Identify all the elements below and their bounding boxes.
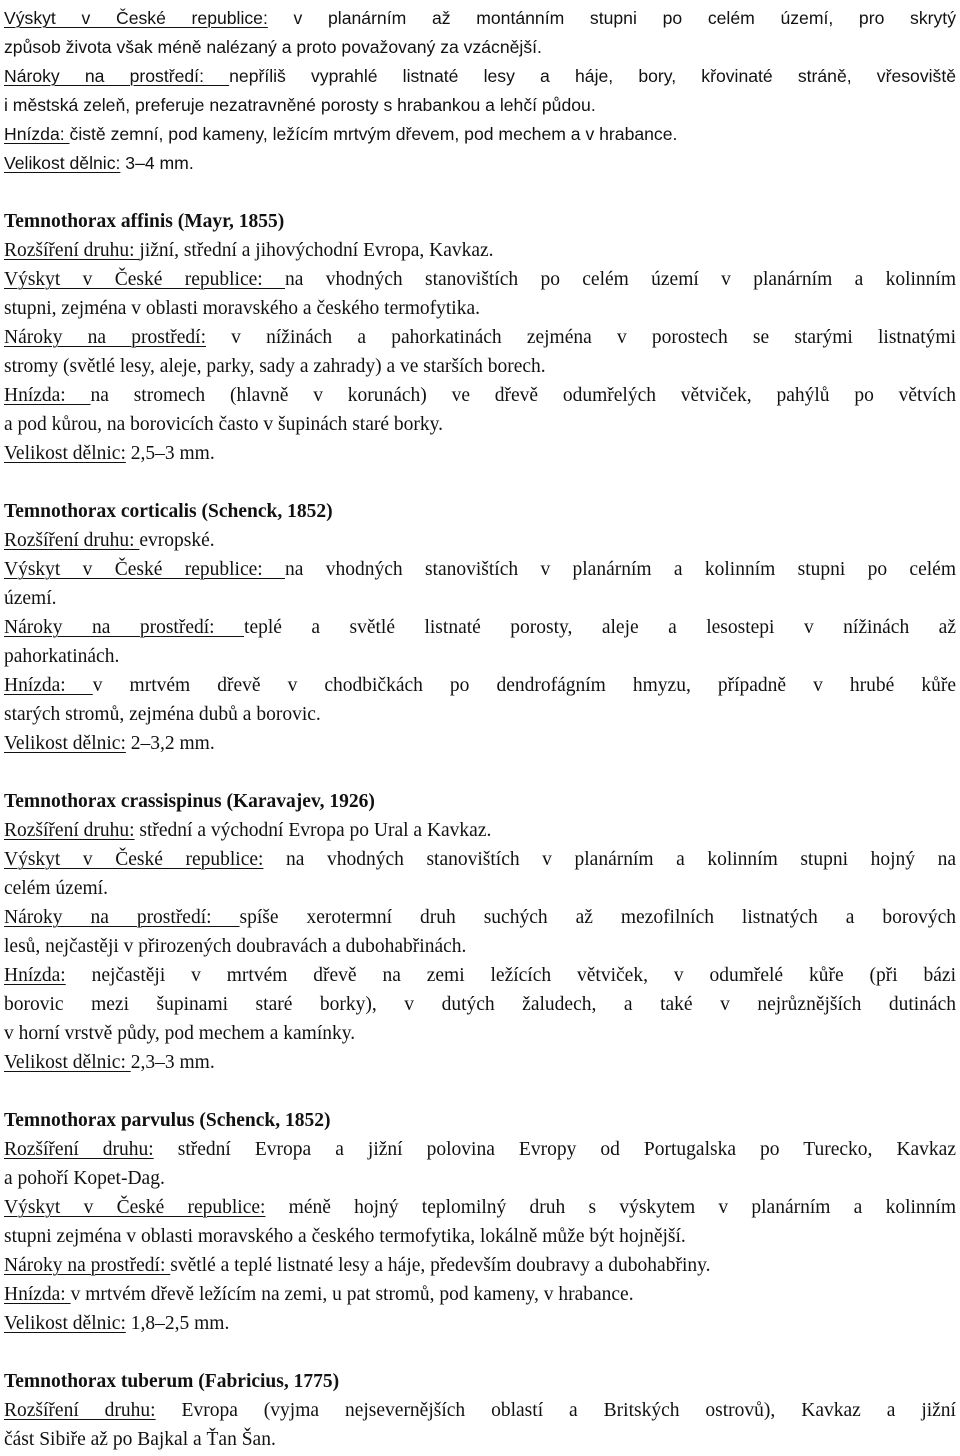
velikost-label: Velikost dělnic:	[4, 1313, 126, 1334]
species-hnizda-line-1: Hnízda: nejčastěji v mrtvém dřevě na zemi ležících větviček, v odumřelé kůře (při bázi	[4, 965, 956, 986]
intro-vyskyt-line-2: způsob života však méně nalézaný a proto považovaný za vzácnější.	[4, 37, 542, 57]
species-section-tuberum	[4, 1367, 956, 1454]
naroky-label: Nároky na prostředí:	[4, 907, 240, 928]
species-vyskyt-line-1: Výskyt v České republice: na vhodných stanovištích v planárním a kolinním stupni po celém	[4, 559, 956, 580]
species-hnizda-line-2: borovic mezi šupinami staré borky), v dutých žaludech, a také v nejrůznějších dutinách	[4, 994, 956, 1015]
vyskyt-label: Výskyt v České republice:	[4, 559, 285, 580]
naroky-label: Nároky na prostředí:	[4, 327, 206, 348]
species-vyskyt-line-1: Výskyt v České republice: na vhodných stanovištích v planárním a kolinním stupni hojný na	[4, 849, 956, 870]
species-hnizda-line-1: Hnízda: v mrtvém dřevě ležícím na zemi, u pat stromů, pod kameny, v hrabance.	[4, 1284, 634, 1305]
velikost-label: Velikost dělnic:	[4, 443, 126, 464]
hnizda-label: Hnízda:	[4, 965, 66, 986]
velikost-label: Velikost dělnic:	[4, 733, 126, 754]
species-hnizda-line-2: a pod kůrou, na borovicích často v šupinách staré borky.	[4, 414, 443, 435]
intro-naroky-line-2: i městská zeleň, preferuje nezatravněné porosty s hrabankou a lehčí půdou.	[4, 95, 596, 115]
species-title: Temnothorax tuberum (Fabricius, 1775)	[4, 1371, 340, 1392]
species-rozsireni-line-1: Rozšíření druhu: evropské.	[4, 530, 215, 551]
rozsireni-label: Rozšíření druhu:	[4, 820, 135, 841]
species-rozsireni-line-1: Rozšíření druhu: střední a východní Evropa po Ural a Kavkaz.	[4, 820, 492, 841]
species-section-crassispinus	[4, 787, 956, 1077]
intro-section	[4, 4, 956, 178]
species-rozsireni-line-2: a pohoří Kopet-Dag.	[4, 1168, 165, 1189]
species-vyskyt-line-2: stupni, zejména v oblasti moravského a českého termofytika.	[4, 298, 480, 319]
hnizda-label: Hnízda:	[4, 385, 91, 406]
species-title: Temnothorax affinis (Mayr, 1855)	[4, 211, 285, 232]
species-title: Temnothorax corticalis (Schenck, 1852)	[4, 501, 333, 522]
section-gap	[4, 178, 956, 207]
section-gap	[4, 468, 956, 497]
species-rozsireni-line-1: Rozšíření druhu: jižní, střední a jihovýchodní Evropa, Kavkaz.	[4, 240, 494, 261]
rozsireni-label: Rozšíření druhu:	[4, 1139, 154, 1160]
intro-velikost-line: Velikost dělnic: 3–4 mm.	[4, 153, 194, 173]
species-section-affinis	[4, 207, 956, 468]
species-hnizda-line-3: v horní vrstvě půdy, pod mechem a kamínky.	[4, 1023, 356, 1044]
species-rozsireni-line-2: část Sibiře až po Bajkal a Ťan Šan.	[4, 1429, 276, 1450]
rozsireni-label: Rozšíření druhu:	[4, 530, 140, 551]
hnizda-label: Hnízda:	[4, 1284, 71, 1305]
velikost-label: Velikost dělnic:	[4, 1052, 131, 1073]
vyskyt-label: Výskyt v České republice:	[4, 269, 286, 290]
species-velikost-line: Velikost dělnic: 2–3,2 mm.	[4, 733, 215, 754]
species-naroky-line-1: Nároky na prostředí: teplé a světlé listnaté porosty, aleje a lesostepi v nížinách až	[4, 617, 956, 638]
species-velikost-line: Velikost dělnic: 1,8–2,5 mm.	[4, 1313, 230, 1334]
species-naroky-line-1: Nároky na prostředí: světlé a teplé listnaté lesy a háje, především doubravy a dubohabřiny.	[4, 1255, 711, 1276]
species-rozsireni-line-1: Rozšíření druhu: střední Evropa a jižní polovina Evropy od Portugalska po Turecko, Kavkaz	[4, 1139, 956, 1160]
vyskyt-label: Výskyt v České republice:	[4, 1197, 266, 1218]
species-rozsireni-line-1: Rozšíření druhu: Evropa (vyjma nejsevernějších oblastí a Britských ostrovů), Kavkaz a jižní	[4, 1400, 956, 1421]
species-section-corticalis	[4, 497, 956, 758]
species-naroky-line-1: Nároky na prostředí: spíše xerotermní druh suchých až mezofilních listnatých a borových	[4, 907, 956, 928]
species-title: Temnothorax crassispinus (Karavajev, 1926)	[4, 791, 375, 812]
species-hnizda-line-1: Hnízda: na stromech (hlavně v korunách) ve dřevě odumřelých větviček, pahýlů po větvích	[4, 385, 956, 406]
section-gap	[4, 1077, 956, 1106]
species-vyskyt-line-1: Výskyt v České republice: na vhodných stanovištích po celém území v planárním a kolinním	[4, 269, 956, 290]
species-vyskyt-line-1: Výskyt v České republice: méně hojný teplomilný druh s výskytem v planárním a kolinním	[4, 1197, 956, 1218]
intro-hnizda-line-1: Hnízda: čistě zemní, pod kameny, ležícím mrtvým dřevem, pod mechem a v hrabance.	[4, 124, 678, 144]
intro-hnizda-label: Hnízda:	[4, 124, 70, 144]
rozsireni-label: Rozšíření druhu:	[4, 1400, 156, 1421]
intro-vyskyt-label: Výskyt v České republice:	[4, 8, 268, 28]
intro-velikost-label: Velikost dělnic:	[4, 153, 121, 173]
species-velikost-line: Velikost dělnic: 2,5–3 mm.	[4, 443, 215, 464]
hnizda-label: Hnízda:	[4, 675, 93, 696]
species-naroky-line-2: lesů, nejčastěji v přirozených doubravách a dubohabřinách.	[4, 936, 467, 957]
species-section-parvulus	[4, 1106, 956, 1338]
section-gap	[4, 1338, 956, 1367]
species-hnizda-line-1: Hnízda: v mrtvém dřevě v chodbičkách po dendrofágním hmyzu, případně v hrubé kůře	[4, 675, 956, 696]
species-title: Temnothorax parvulus (Schenck, 1852)	[4, 1110, 331, 1131]
naroky-label: Nároky na prostředí:	[4, 1255, 171, 1276]
species-velikost-line: Velikost dělnic: 2,3–3 mm.	[4, 1052, 215, 1073]
intro-naroky-label: Nároky na prostředí:	[4, 66, 230, 86]
species-naroky-line-2: pahorkatinách.	[4, 646, 120, 667]
vyskyt-label: Výskyt v České republice:	[4, 849, 264, 870]
species-vyskyt-line-2: území.	[4, 588, 57, 609]
intro-naroky-line-1: Nároky na prostředí: nepříliš vyprahlé listnaté lesy a háje, bory, křovinaté stráně, vřesoviště	[4, 66, 956, 86]
naroky-label: Nároky na prostředí:	[4, 617, 245, 638]
rozsireni-label: Rozšíření druhu:	[4, 240, 140, 261]
section-gap	[4, 758, 956, 787]
species-naroky-line-1: Nároky na prostředí: v nížinách a pahorkatinách zejména v porostech se starými listnatými	[4, 327, 956, 348]
species-vyskyt-line-2: stupni zejména v oblasti moravského a českého termofytika, lokálně může být hojnější.	[4, 1226, 686, 1247]
species-naroky-line-2: stromy (světlé lesy, aleje, parky, sady a zahrady) a ve starších borech.	[4, 356, 546, 377]
intro-vyskyt-line-1: Výskyt v České republice: v planárním až montánním stupni po celém území, pro skrytý	[4, 8, 956, 28]
species-hnizda-line-2: starých stromů, zejména dubů a borovic.	[4, 704, 321, 725]
species-vyskyt-line-2: celém území.	[4, 878, 108, 899]
